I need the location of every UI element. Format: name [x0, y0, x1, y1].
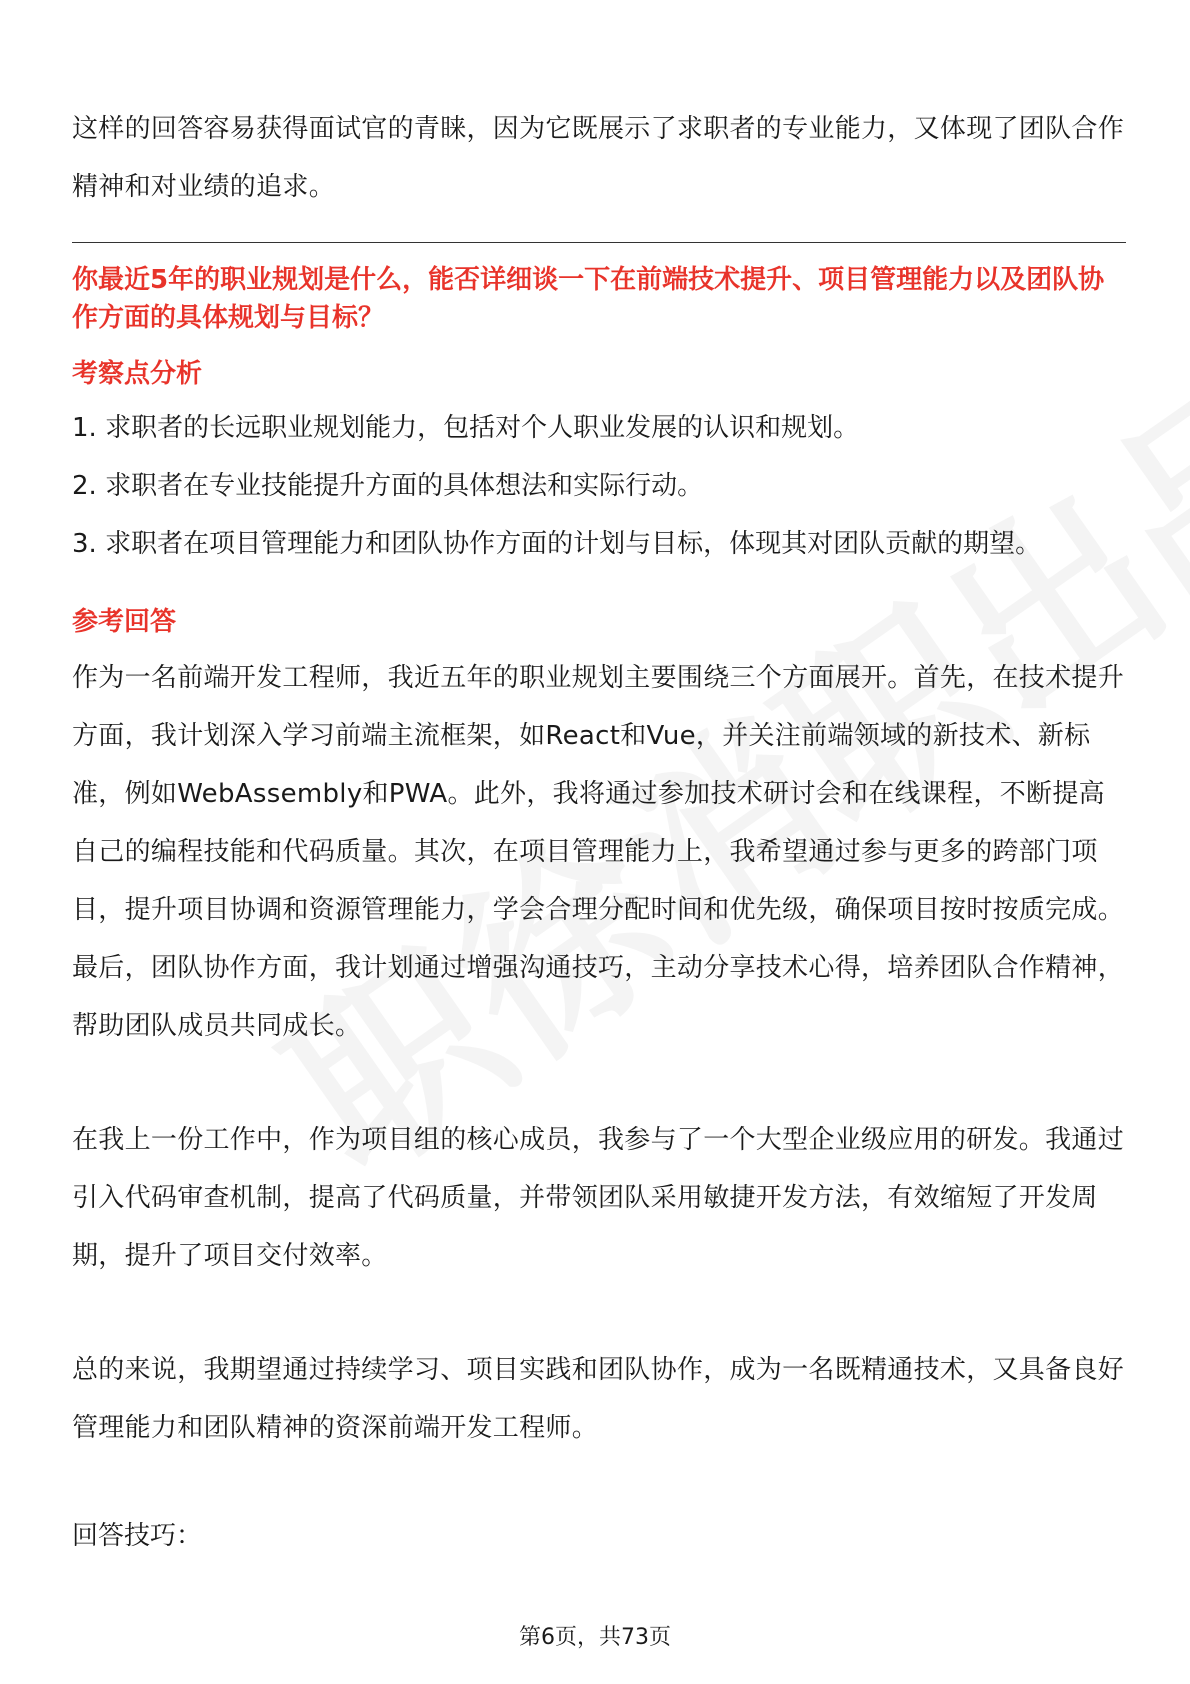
- analysis-heading: 考察点分析: [72, 359, 203, 389]
- answer-paragraph-1: 作为一名前端开发工程师，我近五年的职业规划主要围绕三个方面展开。首先，在技术提升方面，我计划深入学习前端主流框架，如React和Vue，并关注前端领域的新技术、新标准，例如WebAssembly和PWA。此外，我将通过参加技术研讨会和在线课程，不断提高自己的编程技能和代码质量。其次，在项目管理能力上，我希望通过参与更多的跨部门项目，提升项目协调和资源管理能力，学会合理分配时间和优先级，确保项目按时按质完成。最后，团队协作方面，我计划通过增强沟通技巧，主动分享技术心得，培养团队合作精神，帮助团队成员共同成长。: [72, 663, 1125, 1041]
- tips-label: 回答技巧：: [72, 1521, 203, 1551]
- answer-paragraph-3: 总的来说，我期望通过持续学习、项目实践和团队协作，成为一名既精通技术，又具备良好管理能力和团队精神的资深前端开发工程师。: [72, 1355, 1125, 1443]
- page-number: 第6页，共73页: [519, 1625, 671, 1650]
- analysis-item-3: 3. 求职者在项目管理能力和团队协作方面的计划与目标，体现其对团队贡献的期望。: [72, 529, 1042, 559]
- question-title: 你最近5年的职业规划是什么，能否详细谈一下在前端技术提升、项目管理能力以及团队协作方面的具体规划与目标？: [72, 265, 1105, 333]
- answer-heading: 参考回答: [72, 607, 177, 637]
- intro-paragraph: 这样的回答容易获得面试官的青睐，因为它既展示了求职者的专业能力，又体现了团队合作精神和对业绩的追求。: [72, 114, 1125, 202]
- document-page: [72, 100, 1126, 1555]
- analysis-item-2: 2. 求职者在专业技能提升方面的具体想法和实际行动。: [72, 471, 704, 501]
- answer-paragraph-2: 在我上一份工作中，作为项目组的核心成员，我参与了一个大型企业级应用的研发。我通过引入代码审查机制，提高了代码质量，并带领团队采用敏捷开发方法，有效缩短了开发周期，提升了项目交付效率。: [72, 1125, 1125, 1271]
- section-divider: [72, 242, 1126, 243]
- analysis-item-1: 1. 求职者的长远职业规划能力，包括对个人职业发展的认识和规划。: [72, 413, 860, 443]
